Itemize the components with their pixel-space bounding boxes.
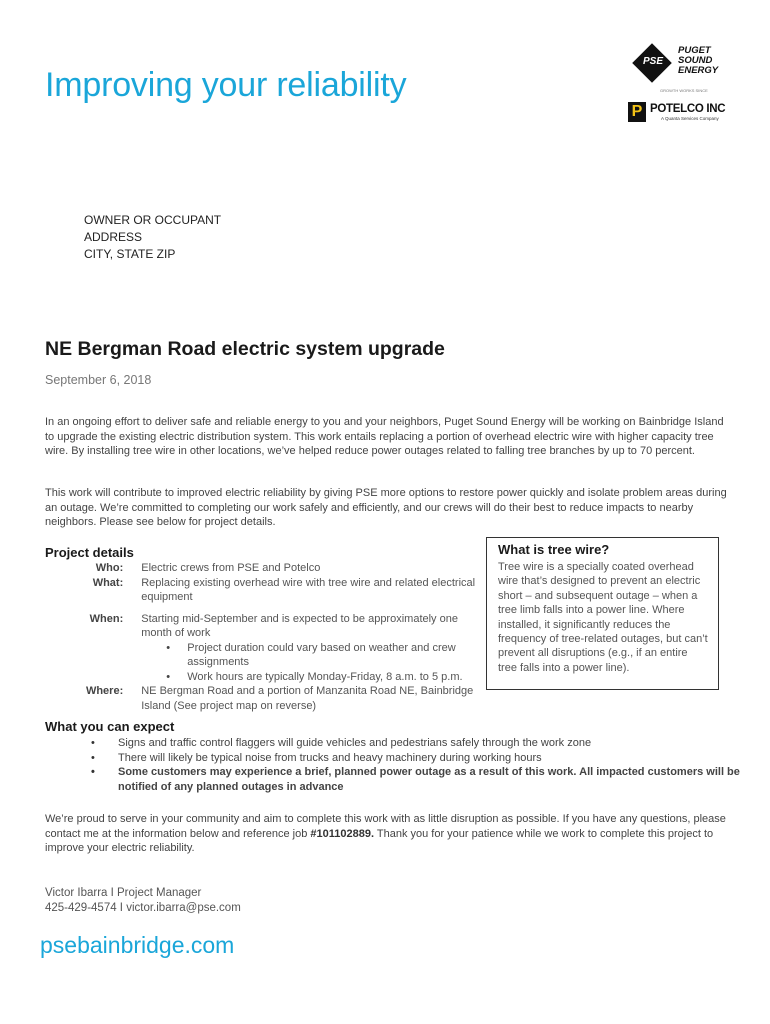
detail-row-who (45, 561, 477, 576)
list-item: • Work hours are typically Monday-Friday, 8 a.m. to 5 p.m. (187, 670, 477, 685)
potelco-subtitle: A Quanta Services Company (661, 116, 719, 121)
expectations-heading: What you can expect (45, 719, 175, 734)
detail-label: When: (89, 612, 124, 625)
address-block (84, 212, 221, 263)
potelco-mark-icon: P (628, 102, 646, 122)
detail-row-where (45, 684, 477, 713)
address-line: CITY, STATE ZIP (84, 247, 176, 261)
potelco-logo (628, 102, 728, 124)
detail-label: Who: (95, 562, 124, 574)
website-url: psebainbridge.com (40, 932, 235, 958)
signature-contact: 425-429-4574 I victor.ibarra@pse.com (45, 902, 241, 914)
pse-logo-mark: PSE (642, 56, 663, 67)
closing-paragraph (45, 812, 730, 856)
project-details-table (45, 561, 477, 713)
detail-row-when (45, 612, 477, 685)
signature-block (45, 886, 241, 916)
tree-wire-body: Tree wire is a specially coated overhead wire that’s designed to prevent an electric short – and subsequent outage – when a tree limb falls into a power line. Where installed, it significantly reduces the frequency of tree-related outages, but can’t prevent all disruptions (e.g., if an entire tree falls into a power line). (498, 561, 708, 674)
list-item: • Some customers may experience a brief, planned power outage as a result of this work. All impacted customers will be notified of any planned outages in advance (118, 765, 770, 794)
pse-wordmark-line: PUGET (678, 45, 711, 56)
list-item: • Signs and traffic control flaggers will guide vehicles and pedestrians safely through the work zone (118, 736, 770, 751)
detail-value: Replacing existing overhead wire with tree wire and related electrical equipment (141, 576, 476, 603)
detail-row-what (45, 576, 477, 605)
tree-wire-heading: What is tree wire? (498, 542, 610, 557)
list-item: • There will likely be typical noise from trucks and heavy machinery during working hours (118, 751, 770, 766)
pse-wordmark-line: ENERGY (678, 65, 719, 76)
expectations-list (45, 736, 770, 794)
closing-text: Thank you for your patience while we work to complete this project to improve your electric reliability. (45, 827, 714, 855)
address-line: OWNER OR OCCUPANT (84, 213, 222, 227)
pse-wordmark-line: SOUND (678, 55, 713, 66)
letter-heading: NE Bergman Road electric system upgrade (45, 338, 445, 360)
reliability-paragraph: This work will contribute to improved electric reliability by giving PSE more options to restore power quickly and isolate problem areas during an outage. We’re committed to completing our work safely and efficiently, and our crews will do their best to reduce impacts to nearby neighbors. Please see below for project details. (45, 487, 727, 529)
detail-value: Electric crews from PSE and Potelco (141, 562, 321, 574)
detail-value: Starting mid-September and is expected to be approximately one month of work (141, 612, 458, 639)
potelco-name: POTELCO INC (650, 103, 726, 115)
intro-paragraph: In an ongoing effort to deliver safe and reliable energy to you and your neighbors, Puget Sound Energy will be working on Bainbridge Island to upgrade the existing electric distribution system. This work entails replacing a portion of overhead electric wire with higher capacity tree wire. By installing tree wire in other locations, we’ve helped reduce power outages related to falling tree branches by up to 70 percent. (45, 416, 724, 458)
address-line: ADDRESS (84, 230, 143, 244)
pse-logo (636, 45, 726, 93)
pse-tagline: GROWTH WORKS SINCE (660, 88, 708, 93)
letter-date: September 6, 2018 (45, 373, 152, 387)
signature-name: Victor Ibarra I Project Manager (45, 887, 202, 899)
detail-value: NE Bergman Road and a portion of Manzanita Road NE, Bainbridge Island (See project map on reverse) (141, 685, 474, 712)
closing-text: We’re proud to serve in your community and aim to complete this work with as little disruption as possible. If you have any questions, please contact me at the information below and reference job (45, 813, 726, 840)
when-bullet-list (141, 641, 477, 685)
detail-label: What: (92, 576, 124, 589)
pse-wordmark (678, 46, 718, 76)
list-item: • Project duration could vary based on weather and crew assignments (187, 641, 477, 670)
spacer-row (45, 605, 477, 612)
project-details-heading: Project details (45, 545, 134, 560)
tree-wire-sidebar (486, 537, 719, 690)
page-title: Improving your reliability (45, 66, 407, 104)
detail-label: Where: (85, 685, 124, 697)
job-number: #101102889. (310, 827, 375, 840)
detail-value-when (141, 612, 477, 685)
